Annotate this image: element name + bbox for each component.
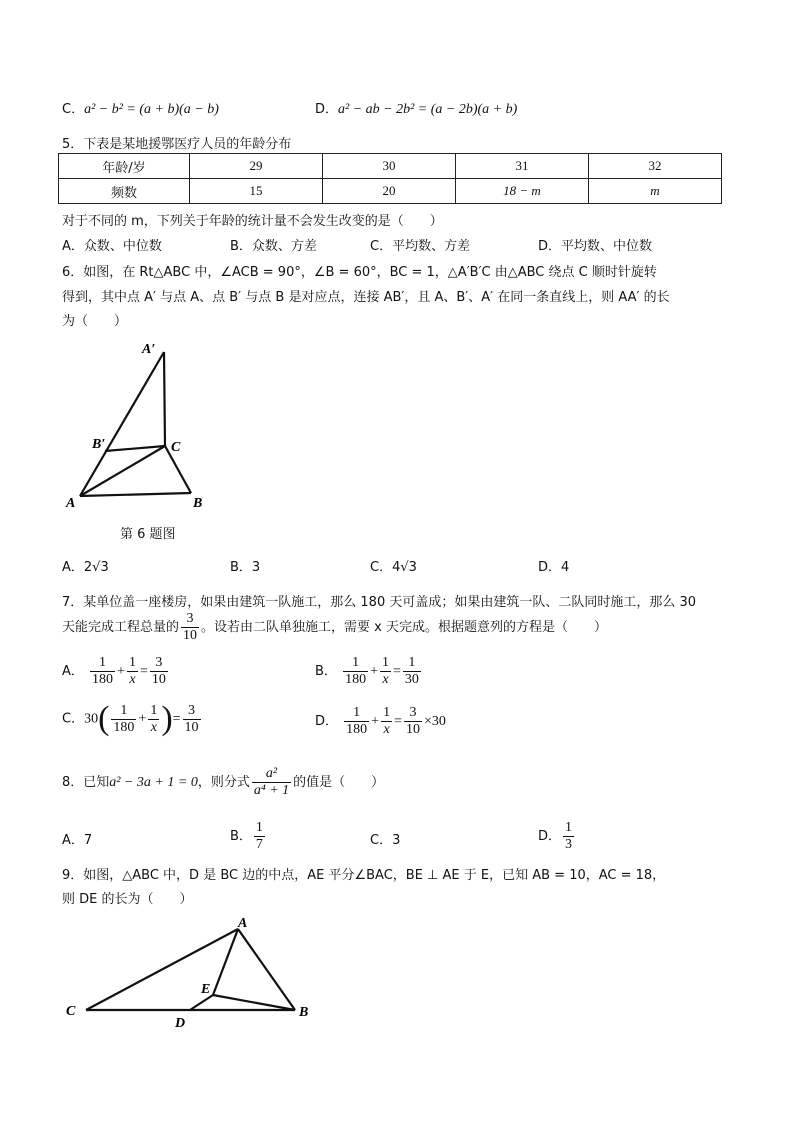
q6-label-b: B [193,496,203,511]
q8-option-a: A．7 [62,833,93,848]
table-row [59,154,722,179]
table-row [59,179,722,204]
q7-stem-line2 [62,611,607,644]
q9-figure-lines [86,929,295,1010]
q7-option-b: B． $\frac{1}{180}$ + $\frac{1}{x}$ = $\frac{1}{30}$ [315,655,419,687]
option-label: B． [230,829,252,844]
fraction-denominator: 180 [345,672,367,687]
fraction-numerator: 1 [383,705,391,720]
fraction [254,820,265,853]
option-label: D． [538,829,562,844]
q7-stem-text: 天能完成工程总量的 [62,620,180,635]
q5-question: 对于不同的 m，下列关于年龄的统计量不会发生改变的是（ ） [62,214,443,229]
fraction-numerator: 1 [255,820,263,835]
table-cell: 18 − m [456,179,589,204]
q5-option-a: A．众数、中位数 [62,239,162,254]
q7-option-a: A． $\frac{1}{180}$ + $\frac{1}{x}$ = $\frac{3}{10}$ [62,655,166,687]
fraction-numerator: a² [252,766,291,783]
fraction-denominator: a⁴ + 1 [253,783,290,798]
q6-label-b-prime: B′ [92,437,106,452]
q9-label-c: C [66,1004,76,1019]
fraction-denominator: 180 [346,722,368,737]
q6-stem-line3: 为（ ） [62,314,128,329]
q4-option-d-label: D． [315,102,339,117]
q4-option-d-expr: a² − ab − 2b² = (a − 2b)(a + b) [338,102,518,117]
fraction-denominator: 10 [405,722,420,737]
q4-option-d [315,98,517,118]
q8-stem-text: 8．已知 [62,775,110,790]
q6-stem-line1: 6．如图，在 Rt△ABC 中，∠ACB = 90°，∠B = 60°，BC = 1，△A′B′C 由△ABC 绕点 C 顺时针旋转 [62,265,657,280]
fraction-denominator: 10 [184,719,199,735]
factor: 30 [431,714,446,729]
fraction [148,703,159,736]
coefficient: 30 [84,711,99,727]
q8-option-d [538,820,576,853]
q9-stem-line1: 9．如图，△ABC 中，D 是 BC 边的中点，AE 平分∠BAC，BE ⊥ AE 于 E，已知 AB = 10，AC = 18， [62,868,666,883]
fraction-denominator: 10 [151,672,166,687]
table-cell: 20 [323,179,456,204]
q5-option-b: B．众数、方差 [230,239,317,254]
q6-label-a: A [66,496,76,511]
fraction-numerator: 1 [128,655,136,670]
q9-stem-line2: 则 DE 的长为（ ） [62,892,193,907]
table-cell: 29 [190,154,323,179]
q6-option-a: A．2√3 [62,560,109,575]
q5-stem: 5．下表是某地援鄂医疗人员的年龄分布 [62,137,292,152]
fraction [403,655,421,688]
option-label: D． [315,714,339,729]
option-label: A． [62,664,84,679]
q6-option-d: D．4 [538,560,570,575]
fraction-denominator: x [150,719,157,735]
fraction-numerator: 3 [404,705,422,722]
q4-option-c [62,98,219,118]
fraction-numerator: 1 [150,702,158,718]
q6-figure-caption: 第 6 题图 [120,527,176,542]
fraction [343,655,368,688]
q9-figure [60,915,330,1030]
q7-stem-line1: 7．某单位盖一座楼房，如果由建筑一队施工，那么 180 天可盖成；如果由建筑一队、二队同时施工，那么 30 [62,595,697,610]
q6-option-c: C．4√3 [370,560,417,575]
table-cell: m [589,179,722,204]
q6-figure [60,335,220,515]
fraction-denominator: 180 [113,719,135,735]
age-distribution-table [58,153,722,204]
fraction [344,705,369,738]
table-cell: 31 [456,154,589,179]
fraction-numerator: 1 [381,655,389,670]
fraction-denominator: x [382,672,389,687]
fraction-numerator: 1 [565,820,573,835]
fraction-denominator: 7 [255,837,263,852]
q8-option-b [230,820,267,853]
table-header-cell: 年龄/岁 [59,154,190,179]
fraction [90,655,115,688]
fraction-numerator: 3 [181,611,199,628]
q4-option-c-expr: a² − b² = (a + b)(a − b) [84,102,219,117]
fraction-denominator: x [129,672,136,687]
fraction-denominator: 180 [92,672,114,687]
fraction-numerator: 1 [343,655,368,672]
q9-label-b: B [299,1005,309,1020]
fraction [150,655,168,688]
fraction-denominator: 30 [404,672,419,687]
q6-stem-line2: 得到，其中点 A′ 与点 A、点 B′ 与点 B 是对应点，连接 AB′，且 A、B′、A′ 在同一条直线上，则 AA′ 的长 [62,290,670,305]
q6-label-c: C [171,440,181,455]
q8-stem [62,766,384,799]
fraction [404,705,422,738]
fraction-numerator: 1 [90,655,115,672]
q8-condition: a² − 3a + 1 = 0 [109,775,198,790]
table-cell: 30 [323,154,456,179]
table-cell: 32 [589,154,722,179]
table-header-cell: 频数 [59,179,190,204]
q5-option-c: C．平均数、方差 [370,239,471,254]
fraction-numerator: 3 [183,703,201,720]
fraction-denominator: 3 [565,837,573,852]
q8-option-c: C．3 [370,833,401,848]
q6-figure-lines [80,352,191,496]
fraction [563,820,574,853]
q7-stem-text-2: 。设若由二队单独施工，需要 x 天完成。根据题意列的方程是（ ） [201,620,607,635]
fraction-denominator: 10 [183,628,198,643]
option-label: B． [315,664,337,679]
fraction [381,705,392,738]
q5-option-d: D．平均数、中位数 [538,239,653,254]
fraction-numerator: 3 [150,655,168,672]
table-cell: 15 [190,179,323,204]
q8-fraction [252,766,291,799]
q7-option-d: D． $\frac{1}{180}$ + $\frac{1}{x}$ = $\frac{3}{10}$ ×30 [315,705,446,737]
q9-label-a: A [238,916,248,931]
q8-stem-text-3: 的值是（ ） [293,775,385,790]
q9-label-d: D [175,1016,186,1030]
q6-label-a-prime: A′ [142,342,156,357]
q7-option-c: C．30( $\frac{1}{180}$ + $\frac{1}{x}$ )= $\frac{3}{10}$ [62,700,199,737]
q4-option-c-label: C． [62,102,85,117]
q7-fraction [181,611,199,644]
fraction-denominator: x [383,722,390,737]
fraction [127,655,138,688]
fraction [380,655,391,688]
q9-label-e: E [201,982,211,997]
fraction-numerator: 1 [403,655,421,672]
fraction [111,703,136,736]
fraction-numerator: 1 [111,703,136,720]
fraction [183,703,201,736]
q8-stem-text-2: ，则分式 [197,775,250,790]
q6-option-b: B．3 [230,560,261,575]
option-label: C． [62,711,85,727]
fraction-numerator: 1 [344,705,369,722]
